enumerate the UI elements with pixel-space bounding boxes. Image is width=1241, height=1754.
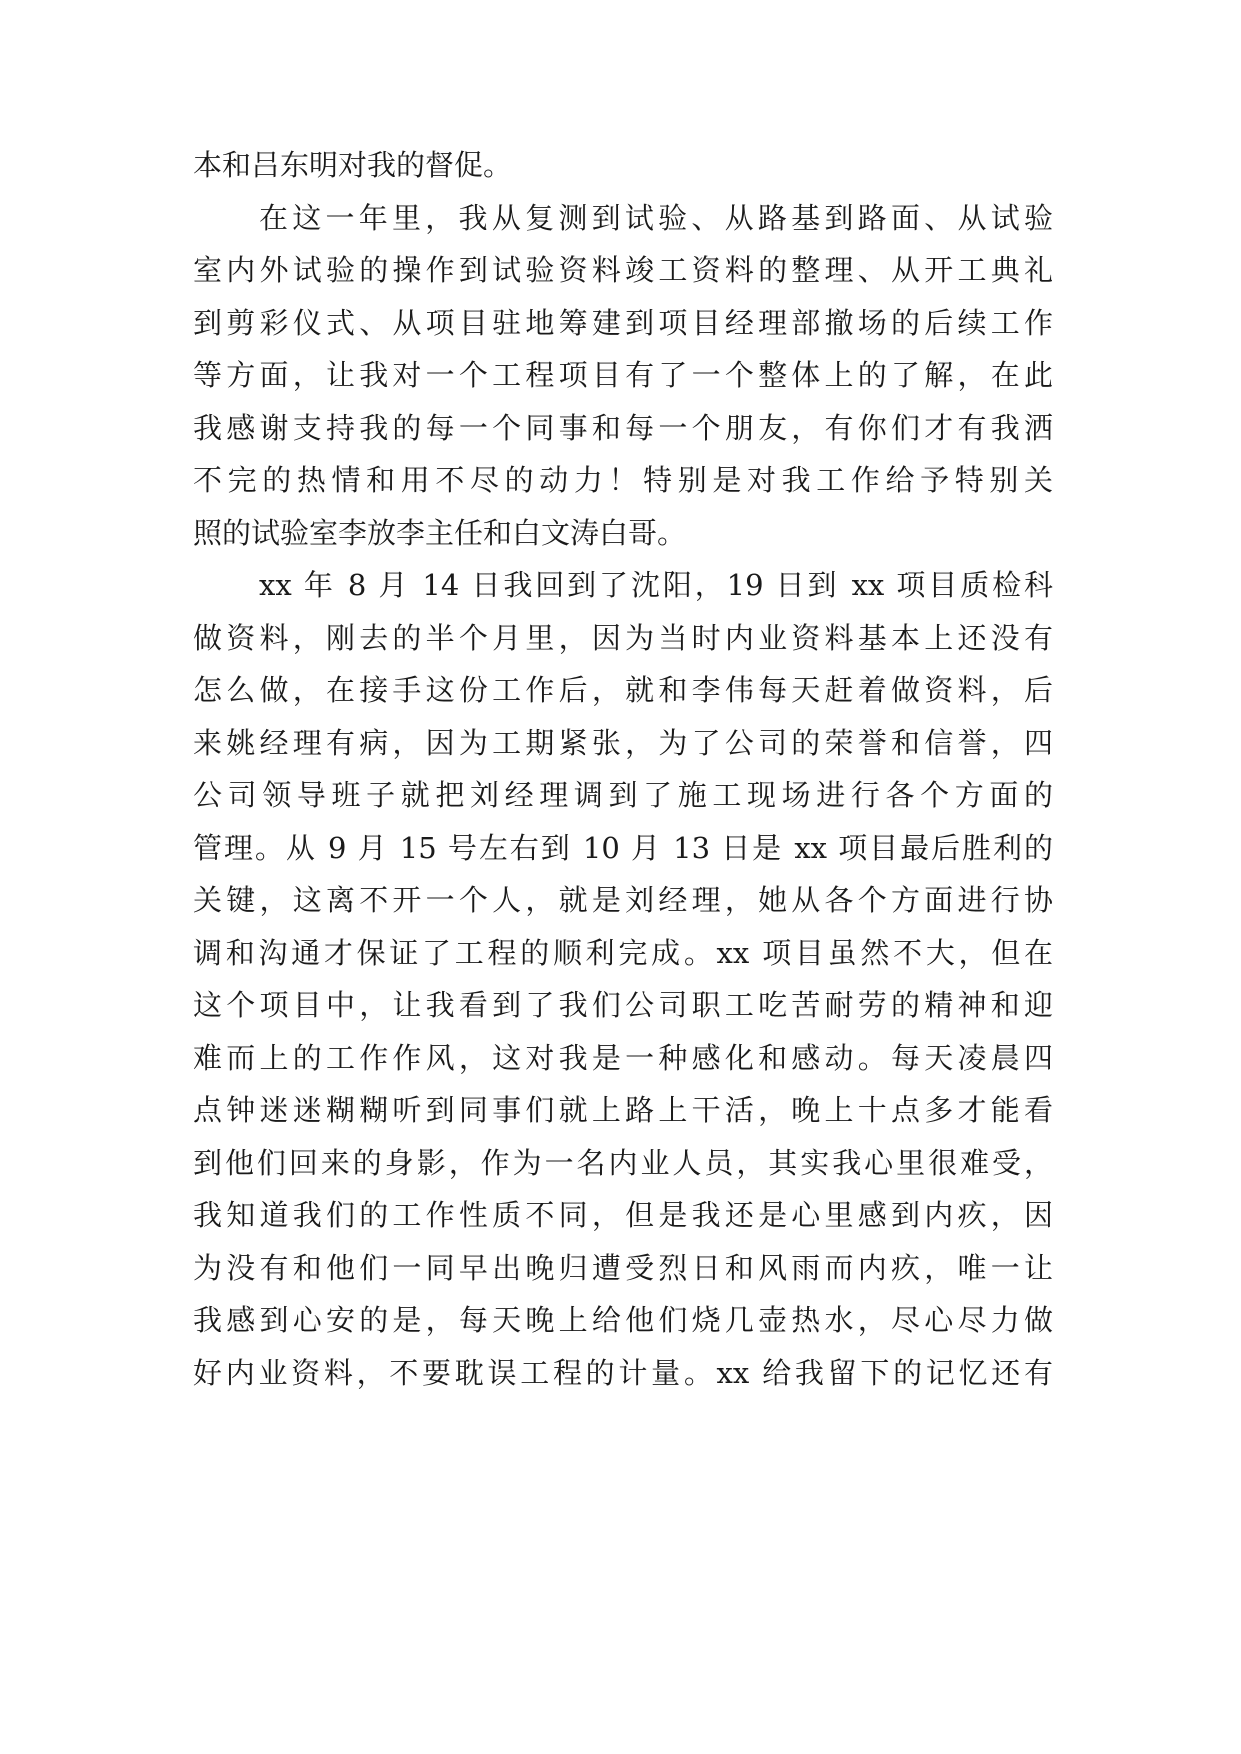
text-line: 好内业资料，不要耽误工程的计量。xx 给我留下的记忆还有 bbox=[193, 1356, 1053, 1390]
text-line: 怎么做，在接手这份工作后，就和李伟每天赶着做资料，后 bbox=[193, 673, 1053, 707]
text-line: 到剪彩仪式、从项目驻地筹建到项目经理部撤场的后续工作 bbox=[193, 306, 1053, 340]
text-line: 等方面，让我对一个工程项目有了一个整体上的了解，在此 bbox=[193, 358, 1053, 392]
text-line: 不完的热情和用不尽的动力！特别是对我工作给予特别关 bbox=[193, 463, 1053, 497]
text-line: 来姚经理有病，因为工期紧张，为了公司的荣誉和信誉，四 bbox=[193, 726, 1053, 760]
text-line: 管理。从 9 月 15 号左右到 10 月 13 日是 xx 项目最后胜利的 bbox=[193, 831, 1053, 865]
text-line: 室内外试验的操作到试验资料竣工资料的整理、从开工典礼 bbox=[193, 253, 1053, 287]
text-line: 我感谢支持我的每一个同事和每一个朋友，有你们才有我洒 bbox=[193, 411, 1053, 445]
text-line: 关键，这离不开一个人，就是刘经理，她从各个方面进行协 bbox=[193, 883, 1053, 917]
text-line: 点钟迷迷糊糊听到同事们就上路上干活，晚上十点多才能看 bbox=[193, 1093, 1053, 1127]
text-line: 做资料，刚去的半个月里，因为当时内业资料基本上还没有 bbox=[193, 621, 1053, 655]
text-line: 照的试验室李放李主任和白文涛白哥。 bbox=[193, 516, 687, 550]
text-line: 为没有和他们一同早出晚归遭受烈日和风雨而内疚，唯一让 bbox=[193, 1251, 1053, 1285]
text-line: 公司领导班子就把刘经理调到了施工现场进行各个方面的 bbox=[193, 778, 1053, 812]
text-line: 这个项目中，让我看到了我们公司职工吃苦耐劳的精神和迎 bbox=[193, 988, 1053, 1022]
text-line: 我知道我们的工作性质不同，但是我还是心里感到内疚，因 bbox=[193, 1198, 1053, 1232]
text-line: 本和吕东明对我的督促。 bbox=[193, 148, 513, 182]
paragraph-first-line: 在这一年里，我从复测到试验、从路基到路面、从试验 bbox=[259, 201, 1053, 235]
text-line: 我感到心安的是，每天晚上给他们烧几壶热水，尽心尽力做 bbox=[193, 1303, 1053, 1337]
text-line: 难而上的工作作风，这对我是一种感化和感动。每天凌晨四 bbox=[193, 1041, 1053, 1075]
paragraph-first-line: xx 年 8 月 14 日我回到了沈阳，19 日到 xx 项目质检科 bbox=[259, 568, 1053, 602]
text-line: 调和沟通才保证了工程的顺利完成。xx 项目虽然不大，但在 bbox=[193, 936, 1053, 970]
text-line: 到他们回来的身影，作为一名内业人员，其实我心里很难受， bbox=[193, 1146, 1053, 1180]
